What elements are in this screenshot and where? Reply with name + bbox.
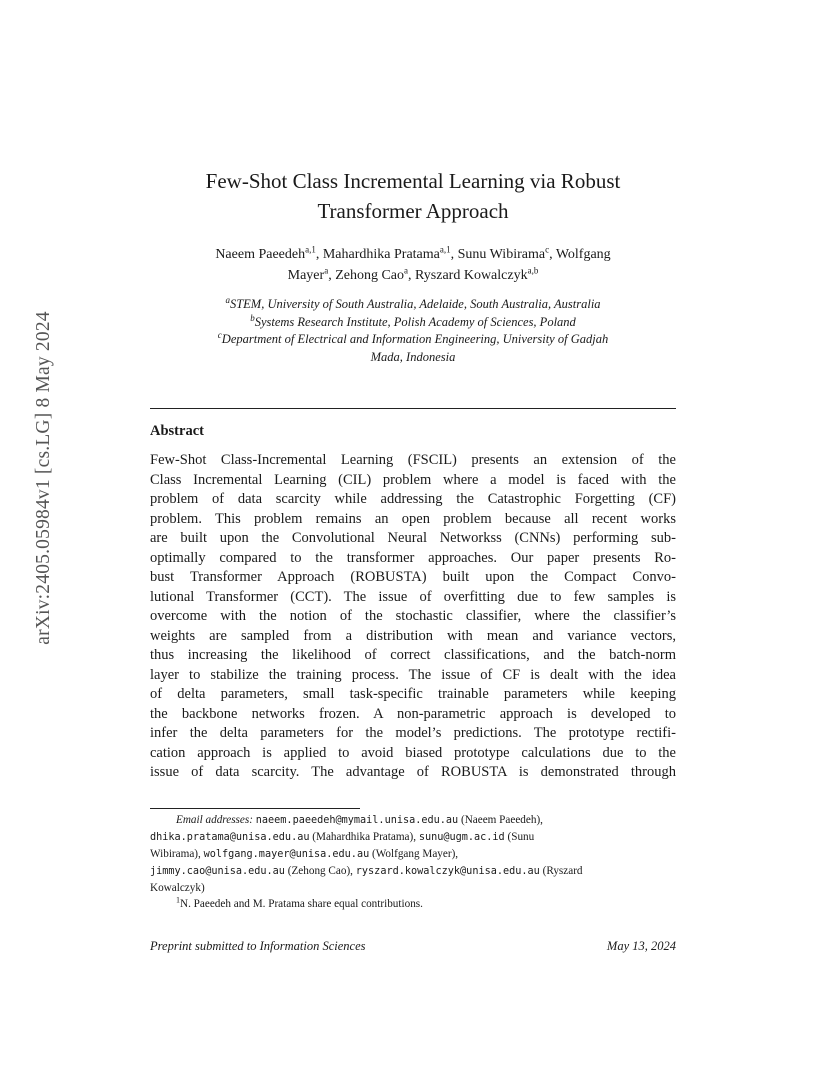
email-link[interactable]: ryszard.kowalczyk@unisa.edu.au: [355, 866, 540, 877]
author-separator: ,: [549, 247, 556, 262]
title-line: Few-Shot Class Incremental Learning via Robust: [205, 169, 621, 193]
footnote-line: [150, 812, 676, 829]
abstract-line: infer the delta parameters for the model’s predictions. The prototype rectifi-: [150, 725, 676, 741]
email-label: Email addresses:: [176, 814, 253, 826]
author-name: Mahardhika Pratama: [322, 247, 440, 262]
arxiv-identifier: arXiv:2405.05984v1 [cs.LG] 8 May 2024: [33, 310, 54, 645]
abstract-line: thus increasing the likelihood of correct classifications, and the batch-norm: [150, 647, 676, 663]
footnotes: [150, 812, 676, 912]
abstract-line: lutional Transformer (CCT). The issue of overfitting due to few samples is: [150, 588, 676, 605]
author-affiliation-mark: a: [404, 265, 409, 276]
author-separator: ,: [408, 268, 416, 283]
author-affiliation-mark: a,1: [305, 244, 316, 255]
author-name: Naeem Paeedeh: [215, 247, 306, 262]
footnote-line: [150, 846, 676, 863]
email-link[interactable]: naeem.paeedeh@mymail.unisa.edu.au: [255, 815, 459, 826]
affiliation-mark: c: [217, 329, 222, 340]
abstract-heading: Abstract: [150, 423, 204, 439]
author-affiliation-mark: a,b: [527, 265, 539, 276]
affiliation-text: Systems Research Institute, Polish Academy of Sciences, Poland: [254, 314, 576, 329]
author-separator: ,: [315, 247, 323, 262]
email-owner: Wibirama),: [150, 848, 204, 860]
abstract-line: Few-Shot Class-Incremental Learning (FSCIL) presents an extension of the: [150, 452, 676, 468]
abstract-line: optimally compared to the transformer approaches. Our paper presents Ro-: [150, 549, 676, 566]
author-affiliation-mark: c: [545, 244, 550, 255]
contribution-note: [150, 896, 676, 912]
abstract-line: Class Incremental Learning (CIL) problem where a model is faced with the: [150, 471, 676, 488]
affiliations: [150, 296, 676, 366]
abstract-line: weights are sampled from a distribution with mean and variance vectors,: [150, 627, 676, 644]
author-name: Sunu Wibirama: [457, 247, 546, 262]
email-owner: (Ryszard: [539, 865, 583, 877]
preprint-note: Preprint submitted to Information Sciences: [150, 939, 366, 953]
affiliation-mark: b: [250, 312, 255, 323]
abstract-line: of delta parameters, small task-specific trainable parameters while keeping: [150, 686, 676, 702]
author-name: Mayer: [287, 268, 325, 283]
author-name: Zehong Cao: [335, 268, 405, 283]
author-separator: ,: [328, 268, 336, 283]
author-name: Wolfgang: [555, 247, 611, 262]
author-affiliation-mark: a,1: [439, 244, 451, 255]
author-affiliation-mark: a: [324, 265, 329, 276]
email-link[interactable]: dhika.pratama@unisa.edu.au: [150, 832, 310, 843]
affiliation-text: Department of Electrical and Information Engineering, University of Gadjah: [221, 332, 609, 346]
abstract-line: problem. This problem remains an open problem because all recent works: [150, 510, 676, 527]
author-line: [150, 244, 676, 265]
abstract-line: issue of data scarcity. The advantage of ROBUSTA is demonstrated through: [150, 764, 676, 780]
abstract-line: bust Transformer Approach (ROBUSTA) built upon the Compact Convo-: [150, 569, 676, 585]
author-list: [150, 244, 676, 286]
affiliation-a: [150, 296, 676, 314]
abstract-line: cation approach is applied to avoid biased prototype calculations due to the: [150, 744, 676, 761]
affiliation-c-continued: Mada, Indonesia: [370, 349, 456, 364]
author-name: Ryszard Kowalczyk: [415, 268, 528, 283]
email-owner: (Mahardhika Pratama),: [309, 831, 419, 843]
footnote-text: N. Paeedeh and M. Pratama share equal contributions.: [180, 898, 423, 910]
abstract-line: are built upon the Convolutional Neural Networkss (CNNs) performing sub-: [150, 530, 676, 546]
affiliation-b: [150, 314, 676, 332]
affiliation-text: STEM, University of South Australia, Adelaide, South Australia, Australia: [229, 297, 601, 311]
affiliation-c: [150, 331, 676, 349]
paper-title: [150, 166, 676, 226]
abstract-line: problem of data scarcity while addressing the Catastrophic Forgetting (CF): [150, 491, 676, 507]
author-separator: ,: [450, 247, 458, 262]
abstract-body: [150, 451, 676, 783]
footer-date: May 13, 2024: [606, 939, 676, 953]
email-owner: (Sunu: [504, 831, 535, 843]
header-divider: [150, 408, 676, 409]
email-link[interactable]: wolfgang.mayer@unisa.edu.au: [203, 849, 370, 860]
footnote-line: Kowalczyk): [150, 882, 205, 894]
author-line: [150, 265, 676, 286]
email-owner: (Wolfgang Mayer),: [369, 848, 459, 860]
affiliation-mark: a: [225, 294, 230, 305]
email-link[interactable]: jimmy.cao@unisa.edu.au: [150, 866, 285, 877]
footnote-line: [150, 829, 676, 846]
arxiv-side-stamp: [24, 285, 64, 670]
footnote-line: [150, 863, 676, 880]
abstract-line: overcome with the notion of the stochastic classifier, where the classifier’s: [150, 608, 676, 624]
footnote-mark: 1: [176, 895, 180, 905]
abstract-line: layer to stabilize the training process. The issue of CF is dealt with the idea: [150, 666, 676, 683]
footnote-divider: [150, 808, 360, 809]
abstract-line: the backbone networks frozen. A non-parametric approach is developed to: [150, 705, 676, 722]
title-line: Transformer Approach: [317, 199, 509, 223]
email-link[interactable]: sunu@ugm.ac.id: [418, 832, 505, 843]
email-owner: (Naeem Paeedeh),: [458, 814, 543, 826]
email-owner: (Zehong Cao),: [284, 865, 356, 877]
